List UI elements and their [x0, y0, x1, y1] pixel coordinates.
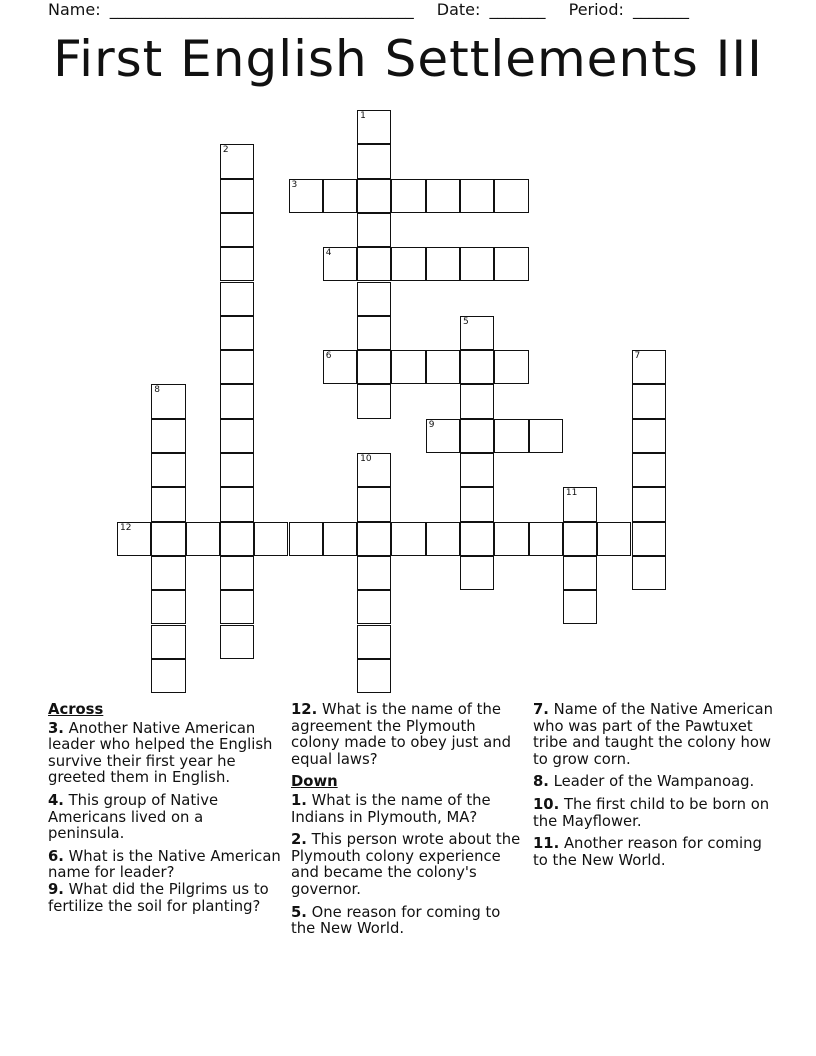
grid-cell[interactable] — [426, 179, 460, 213]
grid-cell[interactable] — [357, 179, 391, 213]
clue-across-9: 9. What did the Pilgrims us to fertilize the soil for planting? — [48, 880, 269, 915]
grid-cell[interactable] — [357, 453, 391, 487]
grid-cell[interactable] — [151, 590, 185, 624]
clue-down-7: 7. Name of the Native American who was part of the Pawtuxet tribe and taught the colony how to grow corn. — [533, 701, 773, 768]
clue-down-2: 2. This person wrote about the Plymouth colony experience and became the colony's governor. — [291, 831, 521, 898]
clue-number: 10 — [360, 454, 372, 464]
grid-cell[interactable] — [460, 316, 494, 350]
clue-down-11: 11. Another reason for coming to the New World. — [533, 835, 762, 869]
grid-cell[interactable] — [632, 522, 666, 556]
grid-cell[interactable] — [220, 625, 254, 659]
grid-cell[interactable] — [632, 384, 666, 418]
grid-cell[interactable] — [220, 282, 254, 316]
clue-across-3: 3. Another Native American leader who helped the English survive their first year he greeted them in English. — [48, 719, 273, 787]
grid-cell[interactable] — [357, 110, 391, 144]
grid-cell[interactable] — [529, 522, 563, 556]
grid-cell[interactable] — [494, 419, 528, 453]
grid-cell[interactable] — [220, 419, 254, 453]
name-blank[interactable]: ______________________________________ — [109, 0, 414, 19]
clue-number: 11 — [565, 488, 578, 499]
grid-cell[interactable] — [460, 350, 494, 384]
clue-down-8: 8. Leader of the Wampanoag. — [533, 773, 755, 791]
clue-across-6: 6. What is the Native American name for leader? — [48, 847, 281, 882]
grid-cell[interactable] — [460, 487, 494, 521]
clue-across-12: 12. What is the name of the agreement the Plymouth colony made to obey just and equal laws? — [291, 701, 511, 768]
clue-down-1: 1. What is the name of the Indians in Plymouth, MA? — [291, 791, 491, 826]
clue-down-10: 10. The first child to be born on the Mayflower. — [533, 795, 770, 830]
grid-cell[interactable] — [632, 419, 666, 453]
grid-cell[interactable] — [357, 659, 391, 693]
grid-cell[interactable] — [563, 522, 597, 556]
grid-cell[interactable] — [460, 556, 494, 590]
period-blank[interactable]: _______ — [632, 0, 689, 19]
grid-cell[interactable] — [220, 384, 254, 418]
grid-cell[interactable] — [632, 487, 666, 521]
date-label: Date: — [436, 0, 481, 19]
grid-cell[interactable] — [323, 522, 357, 556]
grid-cell[interactable] — [186, 522, 220, 556]
period-label: Period: — [568, 0, 624, 19]
grid-cell[interactable] — [357, 487, 391, 521]
grid-cell[interactable] — [460, 453, 494, 487]
grid-cell[interactable] — [220, 487, 254, 521]
grid-cell[interactable] — [494, 179, 528, 213]
grid-cell[interactable] — [460, 384, 494, 418]
clues-column-1 — [48, 702, 283, 921]
down-heading: Down — [291, 773, 338, 791]
grid-cell[interactable] — [426, 350, 460, 384]
clue-number: 4 — [325, 248, 332, 259]
clue-number: 5 — [463, 316, 469, 327]
grid-cell[interactable] — [563, 590, 597, 624]
clue-number: 8 — [154, 385, 161, 396]
grid-cell[interactable] — [357, 213, 391, 247]
grid-cell[interactable] — [357, 625, 391, 659]
grid-cell[interactable] — [220, 144, 254, 178]
grid-cell[interactable] — [391, 247, 425, 281]
grid-cell[interactable] — [289, 179, 323, 213]
grid-cell[interactable] — [254, 522, 288, 556]
grid-cell[interactable] — [323, 247, 357, 281]
grid-cell[interactable] — [460, 419, 494, 453]
grid-cell[interactable] — [220, 590, 254, 624]
grid-cell[interactable] — [220, 556, 254, 590]
clue-down-5: 5. One reason for coming to the New World. — [291, 903, 501, 938]
grid-cell[interactable] — [151, 453, 185, 487]
grid-cell[interactable] — [151, 384, 185, 418]
clue-number: 9 — [428, 419, 435, 430]
puzzle-title: First English Settlements III — [53, 30, 763, 88]
grid-cell[interactable] — [151, 522, 185, 556]
grid-cell[interactable] — [357, 247, 391, 281]
grid-cell[interactable] — [391, 179, 425, 213]
grid-cell[interactable] — [151, 419, 185, 453]
grid-cell[interactable] — [426, 419, 460, 453]
grid-cell[interactable] — [323, 350, 357, 384]
grid-cell[interactable] — [460, 179, 494, 213]
clues-column-3 — [533, 702, 773, 875]
grid-cell[interactable] — [563, 487, 597, 521]
grid-cell[interactable] — [357, 316, 391, 350]
across-heading: Across — [48, 701, 104, 718]
grid-cell[interactable] — [220, 350, 254, 384]
grid-cell[interactable] — [391, 350, 425, 384]
grid-cell[interactable] — [151, 556, 185, 590]
grid-cell[interactable] — [151, 487, 185, 521]
grid-cell[interactable] — [597, 522, 631, 556]
grid-cell[interactable] — [426, 522, 460, 556]
grid-cell[interactable] — [494, 522, 528, 556]
grid-cell[interactable] — [494, 350, 528, 384]
grid-cell[interactable] — [220, 453, 254, 487]
grid-cell[interactable] — [357, 350, 391, 384]
grid-cell[interactable] — [357, 384, 391, 418]
grid-cell[interactable] — [357, 282, 391, 316]
clue-number: 3 — [291, 179, 298, 190]
grid-cell[interactable] — [220, 522, 254, 556]
grid-cell[interactable] — [220, 213, 254, 247]
grid-cell[interactable] — [357, 522, 391, 556]
grid-cell[interactable] — [220, 179, 254, 213]
grid-cell[interactable] — [460, 522, 494, 556]
grid-cell[interactable] — [220, 316, 254, 350]
grid-cell[interactable] — [460, 247, 494, 281]
grid-cell[interactable] — [357, 590, 391, 624]
grid-cell[interactable] — [151, 659, 185, 693]
grid-cell[interactable] — [632, 350, 666, 384]
grid-cell[interactable] — [323, 179, 357, 213]
grid-cell[interactable] — [494, 247, 528, 281]
clues-column-2 — [291, 702, 521, 944]
grid-cell[interactable] — [426, 247, 460, 281]
grid-cell[interactable] — [632, 556, 666, 590]
grid-cell[interactable] — [529, 419, 563, 453]
grid-cell[interactable] — [289, 522, 323, 556]
clue-number: 2 — [222, 145, 229, 156]
date-blank[interactable]: _______ — [489, 0, 546, 19]
grid-cell[interactable] — [151, 625, 185, 659]
grid-cell[interactable] — [563, 556, 597, 590]
grid-cell[interactable] — [117, 522, 151, 556]
grid-cell[interactable] — [632, 453, 666, 487]
grid-cell[interactable] — [357, 144, 391, 178]
clue-across-4: 4. This group of Native Americans lived on a peninsula. — [48, 791, 219, 843]
grid-cell[interactable] — [220, 247, 254, 281]
grid-cell[interactable] — [357, 556, 391, 590]
clue-number: 6 — [325, 351, 332, 362]
clue-number: 7 — [634, 351, 641, 362]
name-label: Name: — [48, 0, 101, 19]
clue-number: 12 — [120, 522, 132, 533]
grid-cell[interactable] — [391, 522, 425, 556]
clue-number: 1 — [360, 111, 366, 121]
